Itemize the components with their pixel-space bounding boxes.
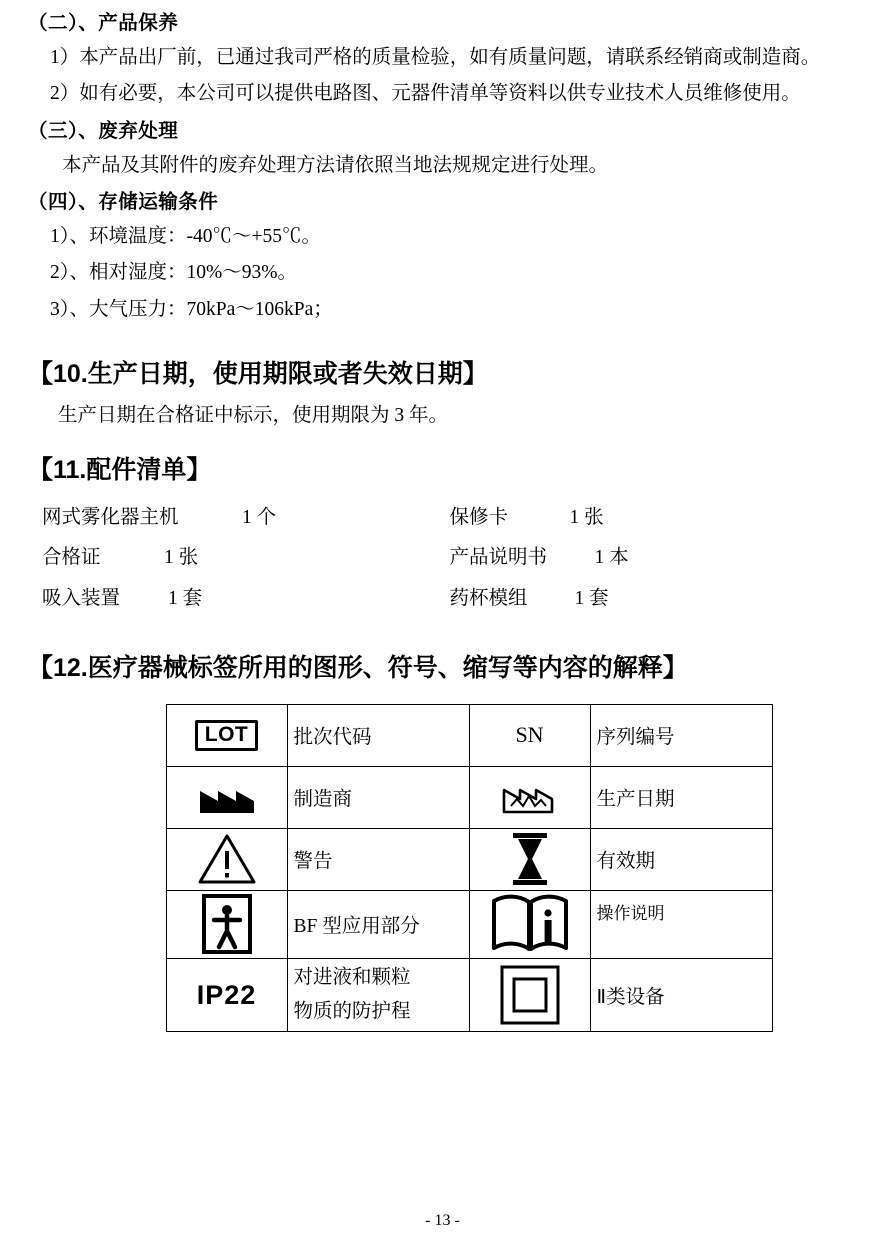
list-item bbox=[42, 504, 857, 532]
accessory-entry bbox=[42, 585, 450, 613]
spacer bbox=[28, 331, 857, 357]
section-paragraph: 本产品及其附件的废弃处理方法请依照当地法规规定进行处理。 bbox=[62, 154, 609, 176]
section-accessory-list bbox=[28, 453, 857, 613]
section-product-maintenance bbox=[28, 8, 857, 110]
lot-icon bbox=[166, 704, 287, 766]
symbol-label: 制造商 bbox=[287, 766, 469, 828]
accessory-entry bbox=[450, 585, 858, 613]
accessory-name: 吸入装置 bbox=[42, 587, 121, 609]
list-item bbox=[42, 585, 857, 613]
accessory-qty: 1 张 bbox=[164, 547, 199, 569]
type-bf-applied-part-icon bbox=[166, 890, 287, 958]
accessory-qty: 1 张 bbox=[569, 507, 604, 529]
accessory-name: 网式雾化器主机 bbox=[42, 507, 179, 529]
symbol-label-multiline bbox=[287, 958, 469, 1031]
section-paragraph: 2）如有必要，本公司可以提供电路图、元器件清单等资料以供专业技术人员维修使用。 bbox=[50, 83, 801, 105]
section-heading: 【11.配件清单】 bbox=[28, 456, 212, 485]
accessory-name: 保修卡 bbox=[449, 507, 509, 529]
accessory-list bbox=[28, 504, 857, 613]
use-by-date-icon bbox=[469, 828, 590, 890]
symbol-label-line1: 对进液和颗粒 bbox=[293, 966, 411, 988]
section-paragraph: 1）、环境温度：-40℃～+55℃。 bbox=[50, 226, 321, 248]
section-heading: 【10.生产日期，使用期限或者失效日期】 bbox=[28, 359, 488, 388]
table-row bbox=[166, 958, 772, 1031]
manufacturer-icon bbox=[166, 766, 287, 828]
section-paragraph: 生产日期在合格证中标示，使用期限为 3 年。 bbox=[58, 404, 449, 426]
accessory-entry bbox=[450, 504, 858, 532]
section-paragraph: 2）、相对湿度：10%～93%。 bbox=[50, 262, 297, 284]
accessory-name: 产品说明书 bbox=[449, 547, 548, 569]
symbol-label: 序列编号 bbox=[590, 704, 772, 766]
section-symbol-explanation bbox=[28, 651, 857, 1032]
symbol-label: 批次代码 bbox=[287, 704, 469, 766]
table-row bbox=[166, 766, 772, 828]
section-paragraph: 3）、大气压力：70kPa～106kPa； bbox=[50, 298, 333, 320]
section-disposal bbox=[28, 116, 857, 181]
list-item bbox=[42, 544, 857, 572]
warning-icon bbox=[166, 828, 287, 890]
section-heading: （四）、存储运输条件 bbox=[28, 191, 219, 214]
page-footer bbox=[0, 1212, 885, 1230]
page-number: - 13 - bbox=[425, 1212, 460, 1229]
symbol-label: 操作说明 bbox=[590, 890, 772, 958]
section-manufacture-date bbox=[28, 357, 857, 431]
class-ii-equipment-icon bbox=[469, 958, 590, 1031]
sn-icon bbox=[469, 704, 590, 766]
date-of-manufacture-icon bbox=[469, 766, 590, 828]
symbol-label: Ⅱ类设备 bbox=[590, 958, 772, 1031]
accessory-qty: 1 个 bbox=[242, 507, 277, 529]
section-heading: 【12.医疗器械标签所用的图形、符号、缩写等内容的解释】 bbox=[28, 653, 688, 682]
section-paragraph: 1）本产品出厂前，已通过我司严格的质量检验，如有质量问题，请联系经销商或制造商。 bbox=[50, 47, 821, 69]
section-heading: （二）、产品保养 bbox=[28, 12, 179, 34]
symbol-label: 警告 bbox=[287, 828, 469, 890]
spacer bbox=[28, 625, 857, 651]
accessory-qty: 1 套 bbox=[168, 587, 203, 609]
symbol-table bbox=[166, 704, 773, 1032]
accessory-qty: 1 套 bbox=[574, 587, 609, 609]
ip22-icon bbox=[166, 958, 287, 1031]
instructions-manual-icon bbox=[469, 890, 590, 958]
section-storage-transport bbox=[28, 187, 857, 325]
table-row bbox=[166, 828, 772, 890]
sn-icon-label: SN bbox=[515, 722, 544, 748]
table-row bbox=[166, 704, 772, 766]
symbol-label: 有效期 bbox=[590, 828, 772, 890]
table-row bbox=[166, 890, 772, 958]
ip22-icon-label: IP22 bbox=[196, 979, 257, 1010]
accessory-entry bbox=[42, 544, 450, 572]
spacer bbox=[28, 437, 857, 453]
symbol-table-wrapper bbox=[166, 704, 720, 1032]
accessory-entry bbox=[42, 504, 450, 532]
accessory-entry bbox=[450, 544, 858, 572]
accessory-qty: 1 本 bbox=[594, 547, 629, 569]
accessory-name: 药杯模组 bbox=[449, 587, 528, 609]
lot-icon-label: LOT bbox=[195, 720, 259, 751]
spacer bbox=[28, 392, 857, 401]
symbol-label-line2: 物质的防护程 bbox=[293, 1001, 411, 1023]
symbol-label: 生产日期 bbox=[590, 766, 772, 828]
section-heading: （三）、废弃处理 bbox=[28, 119, 179, 142]
accessory-name: 合格证 bbox=[42, 547, 101, 569]
symbol-label: BF 型应用部分 bbox=[287, 890, 469, 958]
